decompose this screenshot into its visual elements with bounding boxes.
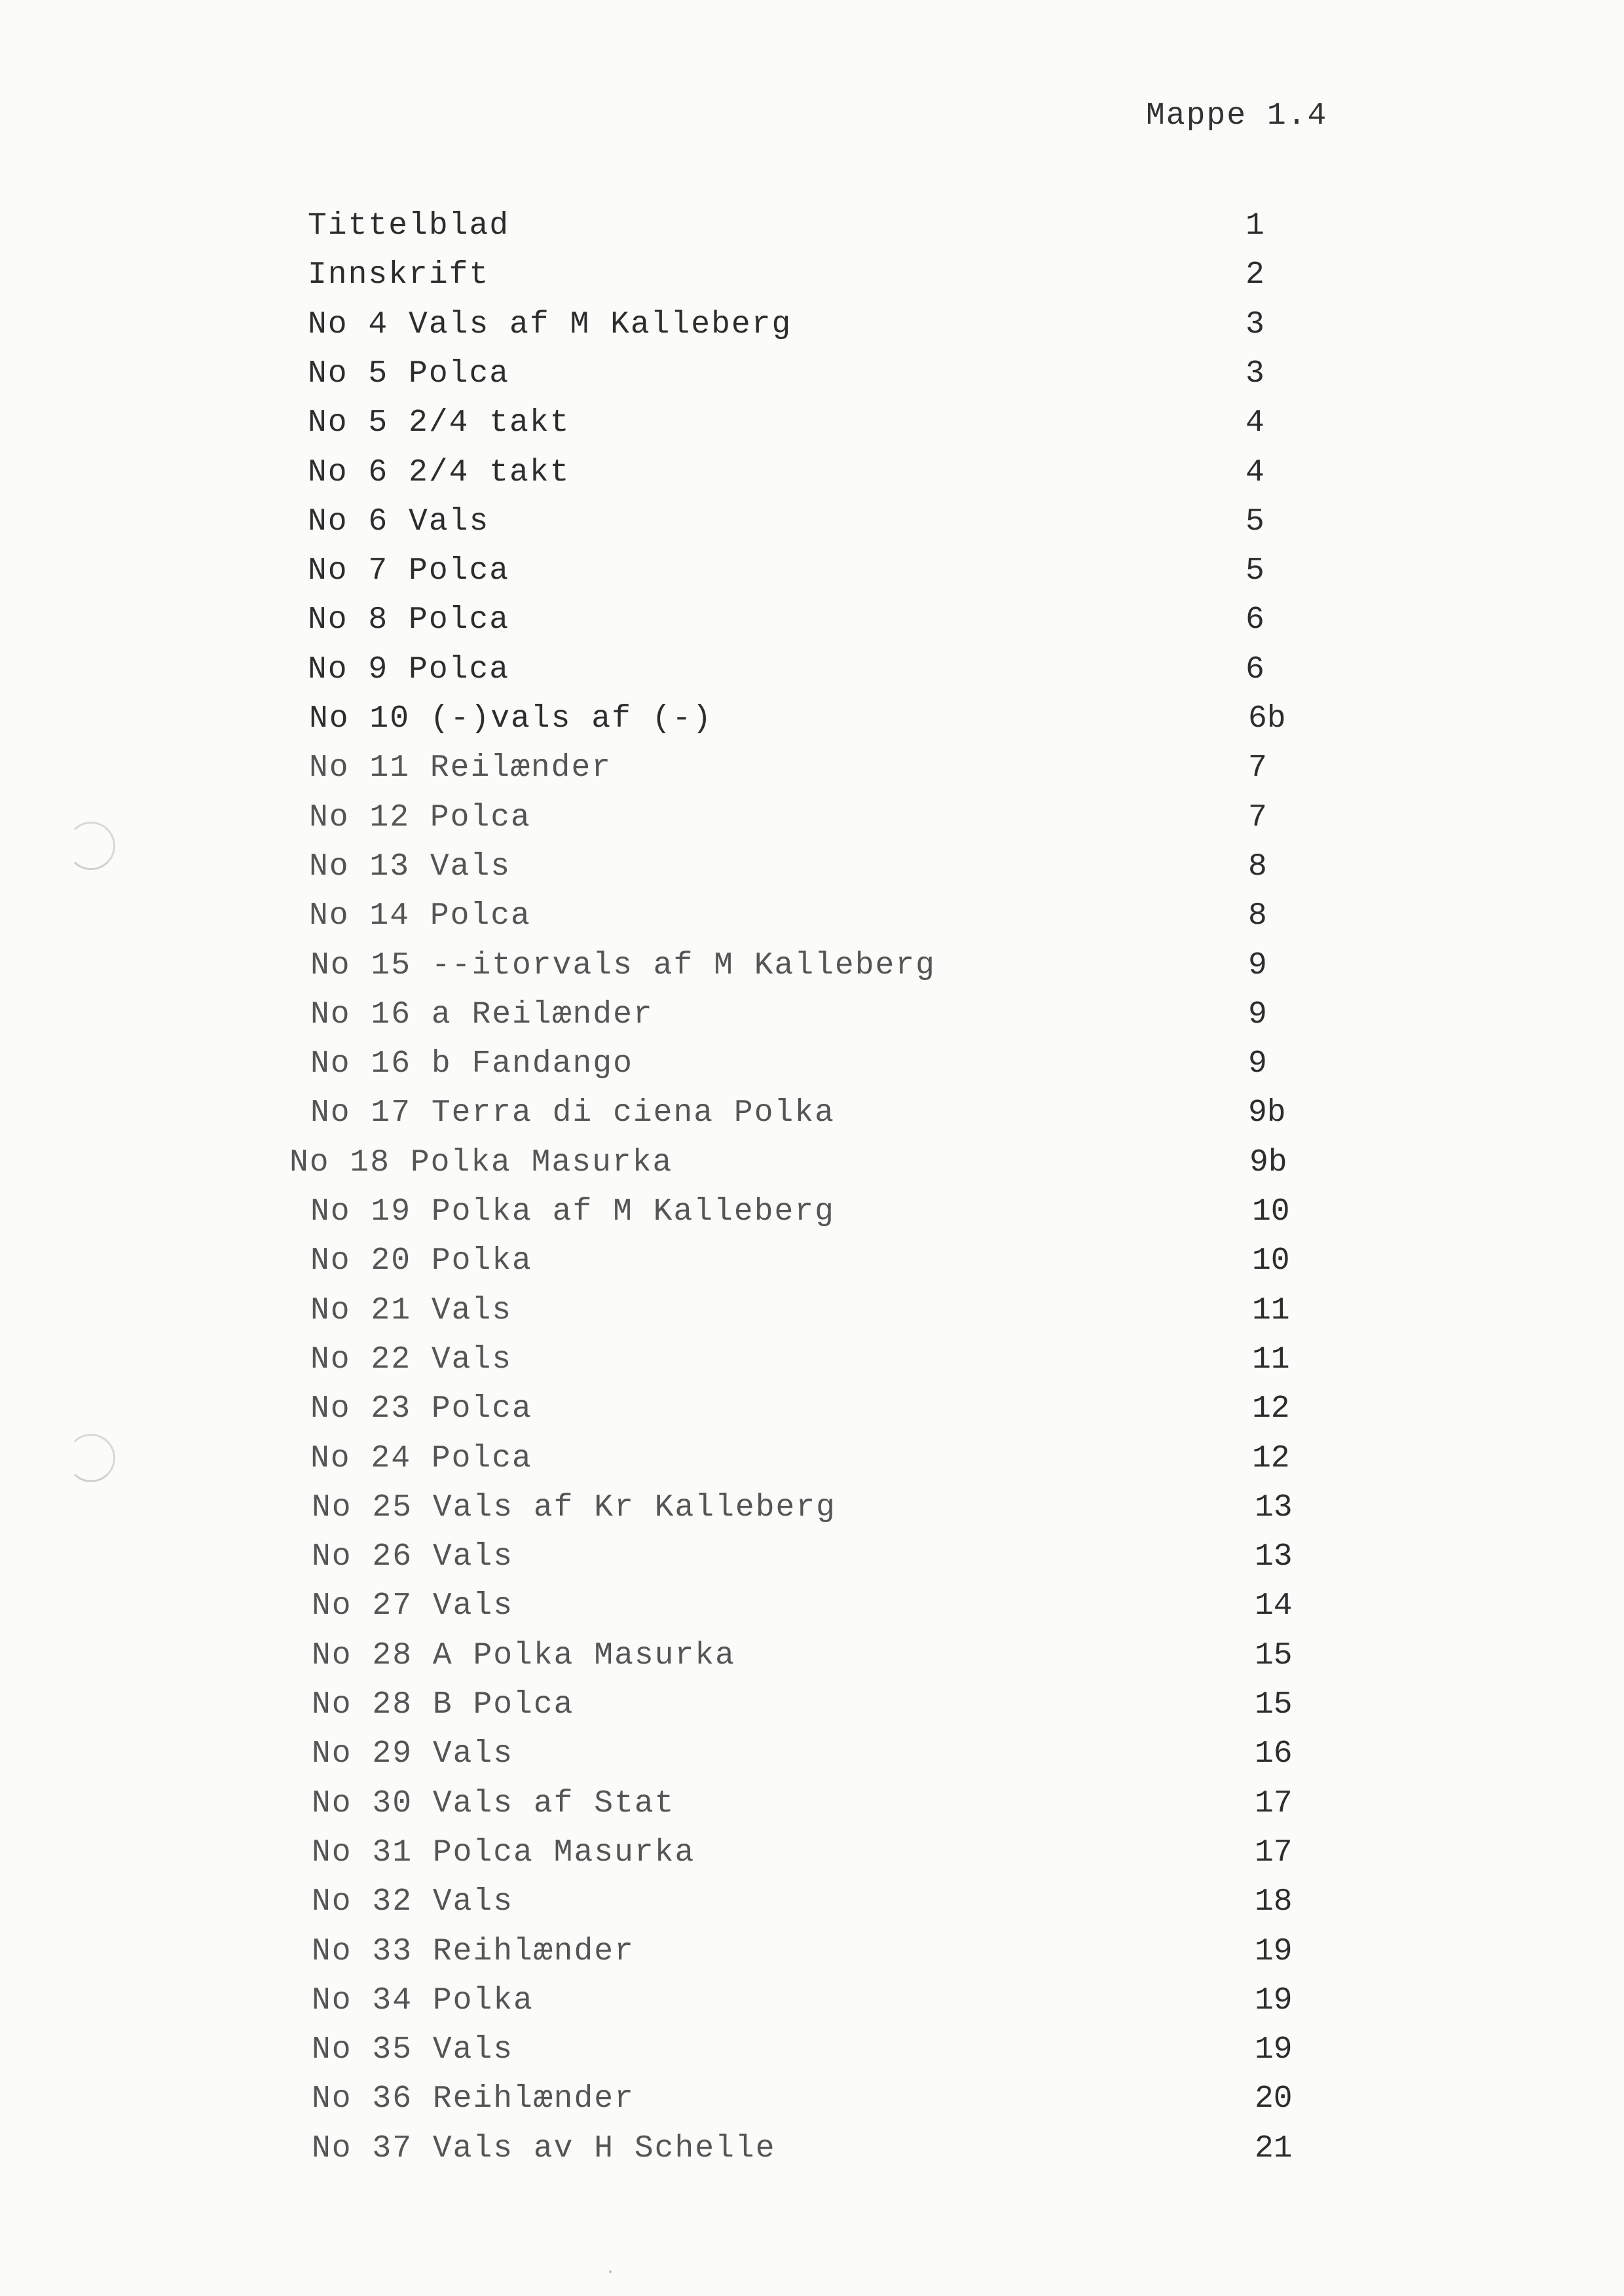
toc-entry-page: 13 xyxy=(1255,1539,1293,1575)
toc-entry-title: No 33 Reihlænder xyxy=(312,1934,635,1969)
toc-row xyxy=(0,1342,1624,1381)
toc-entry-title: No 26 Vals xyxy=(312,1539,514,1575)
toc-row xyxy=(0,701,1624,740)
toc-entry-title: No 34 Polka xyxy=(312,1983,534,2018)
toc-entry-page: 12 xyxy=(1252,1391,1290,1427)
toc-row xyxy=(0,1588,1624,1628)
toc-row xyxy=(0,1391,1624,1430)
toc-entry-page: 10 xyxy=(1252,1194,1290,1230)
toc-row xyxy=(0,257,1624,297)
toc-entry-title: No 24 Polca xyxy=(310,1441,532,1476)
toc-entry-title: No 22 Vals xyxy=(310,1342,513,1377)
toc-entry-title: No 21 Vals xyxy=(310,1293,513,1328)
toc-entry-title: No 6 2/4 takt xyxy=(308,455,570,490)
toc-entry-page: 3 xyxy=(1246,356,1264,392)
toc-entry-page: 2 xyxy=(1246,257,1264,293)
toc-entry-title: Innskrift xyxy=(308,257,490,293)
toc-row xyxy=(0,553,1624,592)
toc-entry-page: 5 xyxy=(1246,504,1264,539)
toc-row xyxy=(0,1441,1624,1480)
toc-row xyxy=(0,2081,1624,2121)
toc-row xyxy=(0,2032,1624,2071)
toc-row xyxy=(0,602,1624,642)
toc-row xyxy=(0,1243,1624,1283)
toc-entry-title: No 8 Polca xyxy=(308,602,510,638)
toc-entry-title: No 36 Reihlænder xyxy=(312,2081,635,2117)
toc-entry-title: No 29 Vals xyxy=(312,1736,514,1772)
toc-entry-page: 9 xyxy=(1248,948,1267,983)
toc-entry-title: No 10 (-)vals af (-) xyxy=(309,701,713,737)
toc-entry-page: 7 xyxy=(1248,750,1267,786)
toc-entry-page: 17 xyxy=(1255,1786,1293,1821)
toc-entry-page: 11 xyxy=(1252,1342,1290,1377)
toc-entry-title: No 30 Vals af Stat xyxy=(312,1786,675,1821)
toc-row xyxy=(0,898,1624,938)
toc-entry-title: No 17 Terra di ciena Polka xyxy=(310,1095,835,1131)
toc-entry-title: No 15 --itorvals af M Kalleberg xyxy=(310,948,936,983)
toc-entry-title: No 9 Polca xyxy=(308,652,510,687)
toc-entry-page: 17 xyxy=(1255,1835,1293,1870)
toc-entry-title: No 32 Vals xyxy=(312,1884,514,1920)
toc-row xyxy=(0,997,1624,1036)
toc-row xyxy=(0,307,1624,346)
folder-label: Mappe 1.4 xyxy=(1146,98,1328,134)
toc-row xyxy=(0,1983,1624,2022)
toc-entry-page: 18 xyxy=(1255,1884,1293,1920)
toc-entry-page: 19 xyxy=(1255,1983,1293,2018)
toc-entry-page: 6b xyxy=(1248,701,1286,737)
toc-row xyxy=(0,800,1624,839)
toc-entry-title: No 20 Polka xyxy=(310,1243,532,1279)
toc-row xyxy=(0,1490,1624,1529)
toc-row xyxy=(0,1934,1624,1973)
toc-row xyxy=(0,652,1624,691)
toc-row xyxy=(0,1638,1624,1677)
toc-row xyxy=(0,1046,1624,1085)
toc-entry-title: No 28 B Polca xyxy=(312,1687,574,1722)
toc-entry-page: 14 xyxy=(1255,1588,1293,1624)
toc-row xyxy=(0,2131,1624,2170)
toc-entry-title: No 12 Polca xyxy=(309,800,531,835)
toc-row xyxy=(0,750,1624,790)
toc-row xyxy=(0,1736,1624,1776)
toc-entry-page: 6 xyxy=(1246,602,1264,638)
toc-entry-page: 21 xyxy=(1255,2131,1293,2166)
toc-row xyxy=(0,1145,1624,1184)
toc-entry-title: No 11 Reilænder xyxy=(309,750,612,786)
toc-entry-page: 6 xyxy=(1246,652,1264,687)
toc-entry-title: No 27 Vals xyxy=(312,1588,514,1624)
toc-row xyxy=(0,1884,1624,1923)
toc-row xyxy=(0,1539,1624,1578)
toc-entry-page: 7 xyxy=(1248,800,1267,835)
toc-row xyxy=(0,1293,1624,1332)
toc-entry-page: 4 xyxy=(1246,405,1264,441)
toc-row xyxy=(0,1786,1624,1825)
toc-entry-page: 9b xyxy=(1248,1095,1286,1131)
toc-entry-title: No 16 b Fandango xyxy=(310,1046,633,1082)
toc-entry-page: 11 xyxy=(1252,1293,1290,1328)
toc-row xyxy=(0,1835,1624,1874)
toc-entry-page: 4 xyxy=(1246,455,1264,490)
toc-entry-title: No 16 a Reilænder xyxy=(310,997,654,1032)
toc-entry-page: 19 xyxy=(1255,1934,1293,1969)
toc-row xyxy=(0,948,1624,987)
toc-entry-title: No 7 Polca xyxy=(308,553,510,589)
toc-entry-title: Tittelblad xyxy=(308,208,510,244)
toc-entry-title: No 13 Vals xyxy=(309,849,511,884)
toc-row xyxy=(0,405,1624,445)
toc-row xyxy=(0,504,1624,543)
toc-row xyxy=(0,455,1624,494)
toc-entry-page: 5 xyxy=(1246,553,1264,589)
toc-row xyxy=(0,849,1624,888)
toc-entry-page: 12 xyxy=(1252,1441,1290,1476)
toc-entry-title: No 23 Polca xyxy=(310,1391,532,1427)
toc-entry-title: No 5 2/4 takt xyxy=(308,405,570,441)
toc-entry-title: No 18 Polka Masurka xyxy=(289,1145,673,1180)
toc-entry-title: No 5 Polca xyxy=(308,356,510,392)
toc-entry-title: No 19 Polka af M Kalleberg xyxy=(310,1194,835,1230)
toc-entry-title: No 35 Vals xyxy=(312,2032,514,2068)
toc-entry-page: 9b xyxy=(1249,1145,1287,1180)
toc-entry-page: 13 xyxy=(1255,1490,1293,1525)
toc-entry-page: 16 xyxy=(1255,1736,1293,1772)
toc-entry-page: 9 xyxy=(1248,1046,1267,1082)
toc-entry-page: 1 xyxy=(1246,208,1264,244)
toc-entry-title: No 14 Polca xyxy=(309,898,531,934)
toc-entry-page: 10 xyxy=(1252,1243,1290,1279)
ink-speck xyxy=(609,2270,612,2273)
toc-row xyxy=(0,1095,1624,1135)
toc-entry-title: No 37 Vals av H Schelle xyxy=(312,2131,776,2166)
toc-entry-title: No 6 Vals xyxy=(308,504,490,539)
toc-row xyxy=(0,356,1624,395)
toc-entry-page: 15 xyxy=(1255,1687,1293,1722)
toc-entry-page: 20 xyxy=(1255,2081,1293,2117)
toc-entry-title: No 4 Vals af M Kalleberg xyxy=(308,307,792,342)
toc-entry-page: 3 xyxy=(1246,307,1264,342)
toc-entry-page: 9 xyxy=(1248,997,1267,1032)
toc-entry-page: 19 xyxy=(1255,2032,1293,2068)
toc-entry-page: 8 xyxy=(1248,898,1267,934)
toc-row xyxy=(0,1687,1624,1726)
toc-entry-page: 15 xyxy=(1255,1638,1293,1673)
toc-row xyxy=(0,208,1624,247)
toc-entry-title: No 28 A Polka Masurka xyxy=(312,1638,735,1673)
toc-entry-title: No 25 Vals af Kr Kalleberg xyxy=(312,1490,836,1525)
toc-row xyxy=(0,1194,1624,1233)
toc-entry-page: 8 xyxy=(1248,849,1267,884)
toc-entry-title: No 31 Polca Masurka xyxy=(312,1835,695,1870)
